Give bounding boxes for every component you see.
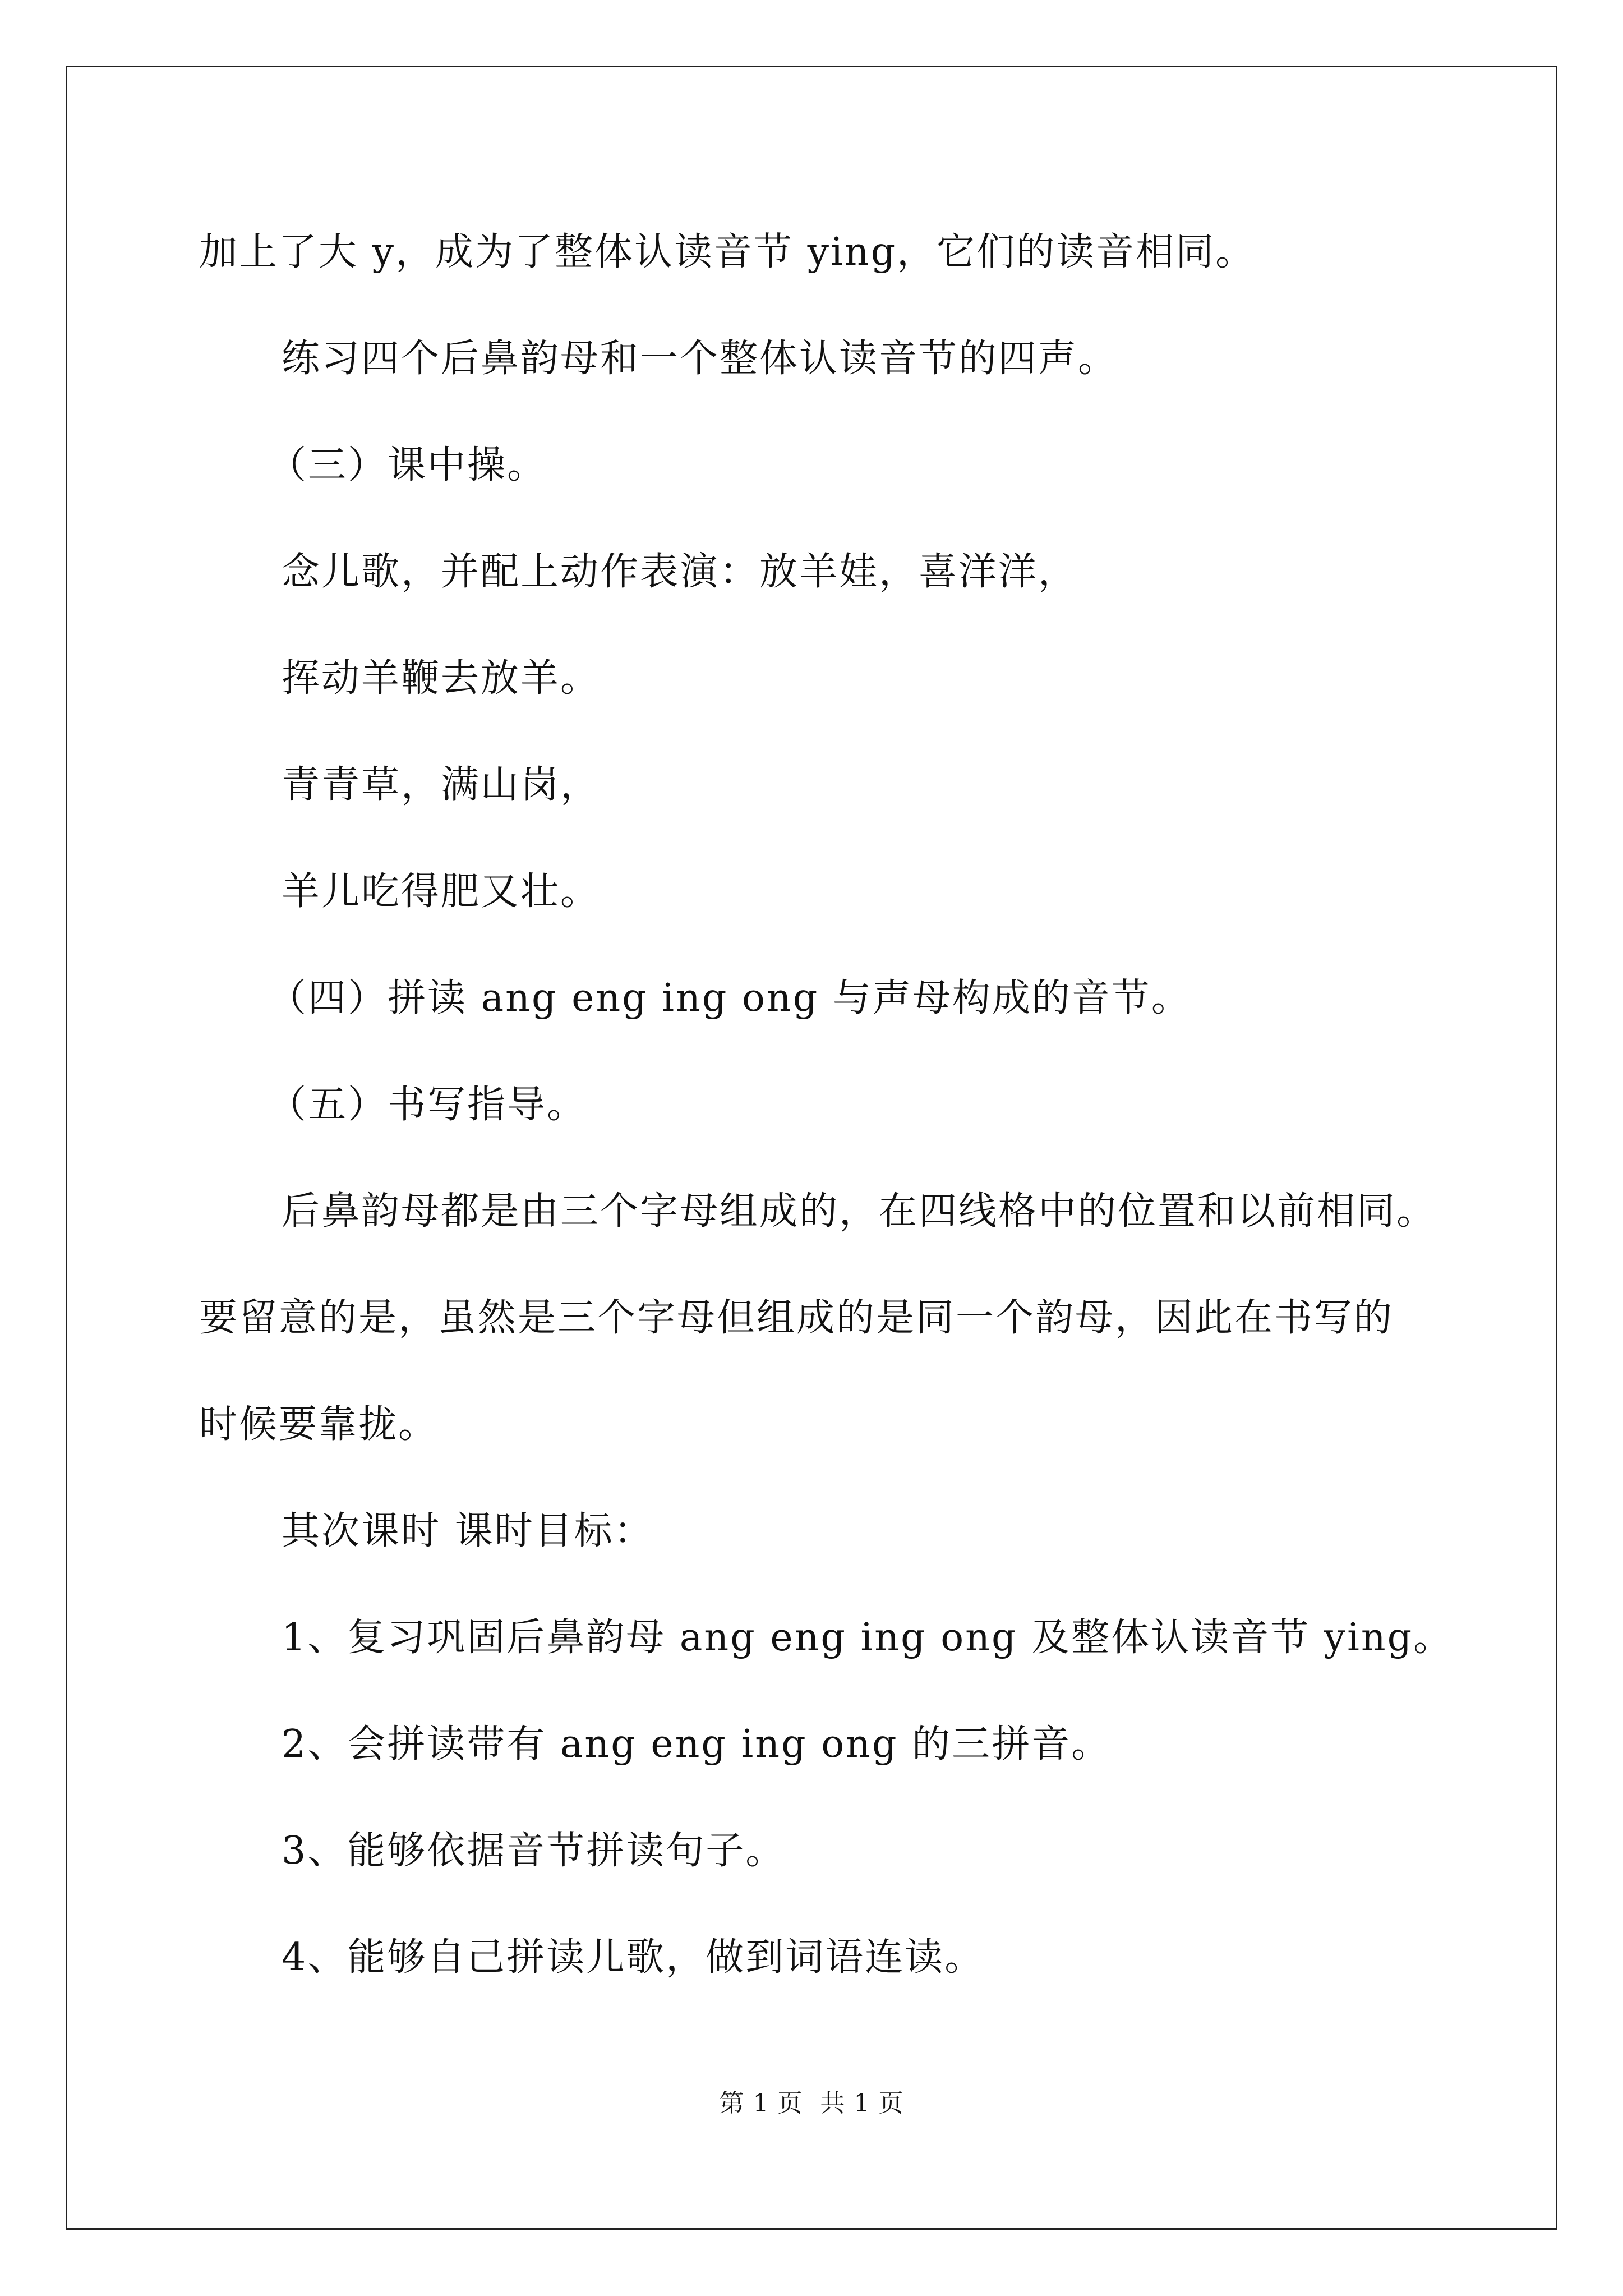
body-line-4: 念儿歌，并配上动作表演：放羊娃，喜洋洋， <box>282 550 1078 594</box>
body-line-6: 青青草，满山岗， <box>282 763 601 807</box>
body-line-12: 时候要靠拢。 <box>199 1402 439 1447</box>
page-total: 共 1 页 <box>820 2089 904 2118</box>
goal-item-2: 2、会拼读带有 ang eng ing ong 的三拼音。 <box>282 1722 1112 1766</box>
section-heading-5: （五）书写指导。 <box>268 1083 587 1127</box>
body-line-10: 后鼻韵母都是由三个字母组成的，在四线格中的位置和以前相同。 <box>282 1189 1437 1234</box>
goal-item-3: 3、能够依据音节拼读句子。 <box>282 1829 786 1873</box>
body-line-7: 羊儿吃得肥又壮。 <box>282 869 601 914</box>
goal-item-4: 4、能够自己拼读儿歌，做到词语连读。 <box>282 1935 985 1980</box>
section-heading-3: （三）课中操。 <box>268 443 547 487</box>
page-number: 第 1 页 <box>719 2089 803 2118</box>
body-line-11: 要留意的是，虽然是三个字母但组成的是同一个韵母，因此在书写的 <box>199 1296 1394 1340</box>
body-line-5: 挥动羊鞭去放羊。 <box>282 656 601 701</box>
body-line-2: 练习四个后鼻韵母和一个整体认读音节的四声。 <box>282 337 1118 381</box>
body-line-1: 加上了大 y，成为了整体认读音节 ying，它们的读音相同。 <box>199 230 1256 274</box>
goal-item-1: 1、复习巩固后鼻韵母 ang eng ing ong 及整体认读音节 ying。 <box>282 1616 1454 1660</box>
page-border <box>66 66 1557 2230</box>
section-heading-4: （四）拼读 ang eng ing ong 与声母构成的音节。 <box>268 976 1191 1020</box>
page-footer <box>0 2088 1623 2119</box>
body-line-13: 其次课时 课时目标： <box>282 1509 654 1553</box>
